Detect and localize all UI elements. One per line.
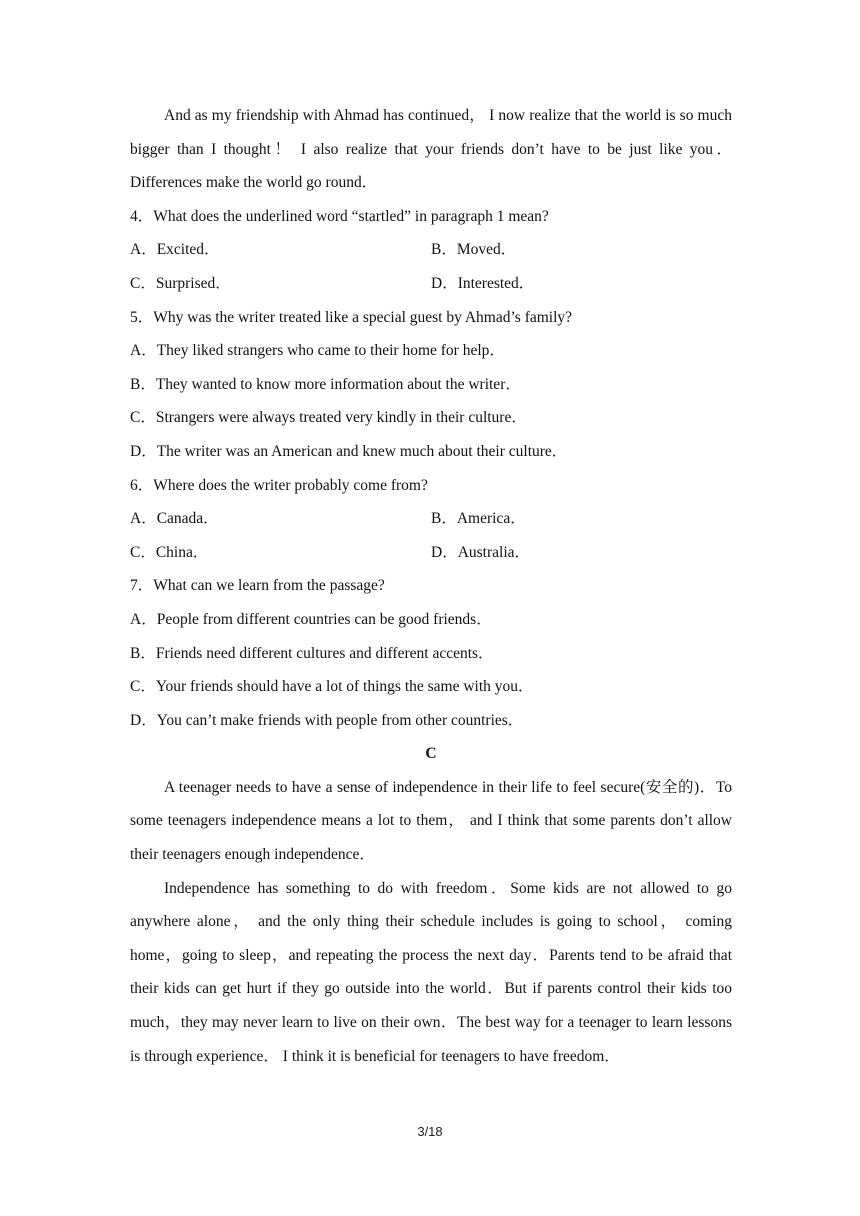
option-b: B．Moved． — [431, 241, 517, 259]
question-4 — [130, 200, 732, 301]
option-c: C．Surprised． — [130, 274, 231, 292]
question-6 — [130, 469, 732, 570]
option-a: A．Canada． — [130, 510, 219, 528]
option-b: B．America． — [431, 510, 526, 528]
option-d: D．Interested． — [431, 274, 535, 292]
passage-paragraph: A teenager needs to have a sense of independence in their life to feel secure(安全的)．To some teenagers independence means a lot to them， and I think that some parents don’t allow their teenagers enough independence． — [130, 778, 732, 864]
question-stem: 6．Where does the writer probably come from? — [130, 476, 428, 494]
option-row — [130, 267, 732, 301]
option-d: D．The writer was an American and knew much about their culture． — [130, 442, 568, 460]
page-number: 3/18 — [417, 1124, 443, 1139]
option-c: C．China． — [130, 543, 209, 561]
passage-paragraph: Independence has something to do with freedom．Some kids are not allowed to go anywhere alone， and the only thing their schedule includes is going to school， coming home，going to sleep，and repeating the process the next day．Parents tend to be afraid that their kids can get hurt if they go outside into the world．But if parents control their kids too much，they may never learn to live on their own．The best way for a teenager to learn lessons is through experience． I think it is beneficial for teenagers to have freedom． — [130, 879, 732, 1065]
question-stem: 7．What can we learn from the passage? — [130, 577, 385, 595]
question-stem: 5．Why was the writer treated like a special guest by Ahmad’s family? — [130, 308, 573, 326]
option-row — [130, 536, 732, 570]
question-5 — [130, 301, 732, 469]
question-7 — [130, 569, 732, 737]
option-c: C．Your friends should have a lot of things the same with you． — [130, 678, 534, 696]
intro-paragraph: And as my friendship with Ahmad has continued， I now realize that the world is so much bigger than I thought！ I also realize that your friends don’t have to be just like you．Differences make the world go round． — [130, 107, 732, 192]
option-d: D．Australia． — [431, 543, 531, 561]
option-d: D．You can’t make friends with people from other countries． — [130, 711, 524, 729]
section-heading: C — [425, 745, 437, 763]
question-stem: 4．What does the underlined word “startled” in paragraph 1 mean? — [130, 207, 549, 225]
option-a: A．Excited． — [130, 241, 220, 259]
option-a: A．People from different countries can be good friends． — [130, 610, 492, 628]
option-b: B．Friends need different cultures and different accents． — [130, 644, 494, 662]
option-b: B．They wanted to know more information about the writer． — [130, 375, 521, 393]
option-row — [130, 233, 732, 267]
option-row — [130, 502, 732, 536]
option-a: A．They liked strangers who came to their home for help． — [130, 342, 505, 360]
document-page — [130, 99, 732, 1073]
option-c: C．Strangers were always treated very kindly in their culture． — [130, 409, 527, 427]
